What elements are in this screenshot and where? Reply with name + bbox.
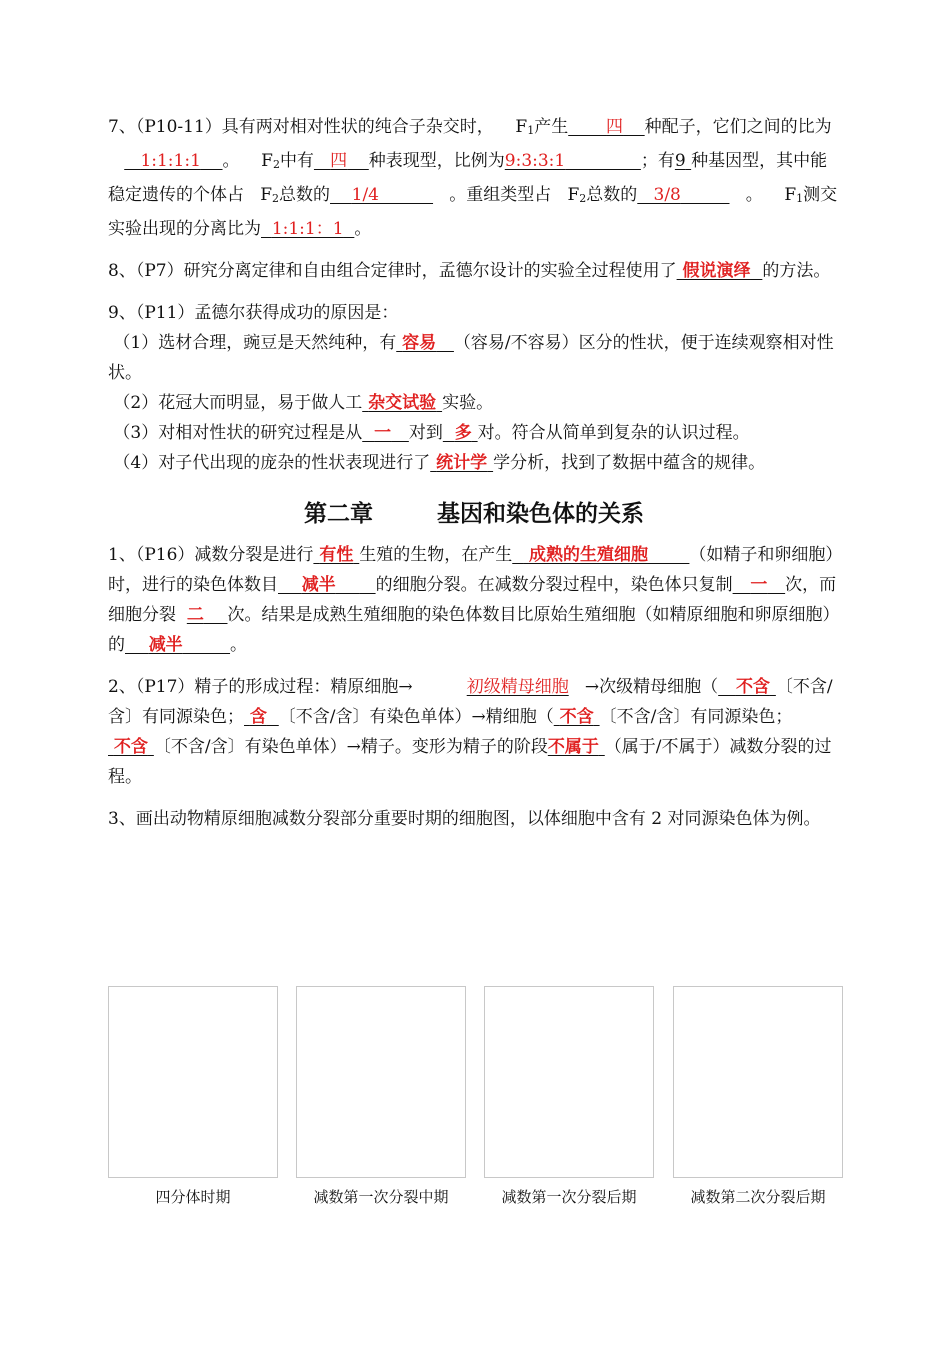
- answer-blank: 多: [454, 423, 472, 443]
- answer-blank: 减半: [301, 575, 336, 595]
- drawing-box[interactable]: [673, 986, 843, 1178]
- drawing-cell-meiosis2-anaphase: [673, 986, 843, 1208]
- chapter2-question-2: 2、（P17）精子的形成过程：精原细胞→ 初级精母细胞 →次级精母细胞（ 不含 〔不含/含〕有同源染色； 含 〔不含/含〕有染色单体）→精细胞（ 不含 〔不含/含〕有同源染色； 不含 〔不含/含〕有染色单体）→精子。变形为精子的阶段不属于 （属于/不属于）减数分裂的过程。: [108, 677, 833, 787]
- question-9-item-4: （4）对子代出现的庞杂的性状表现进行了 统计学 学分析，找到了数据中蕴含的规律。: [113, 453, 766, 473]
- answer-blank: 四: [606, 117, 624, 137]
- caption: 减数第二次分裂后期: [690, 1188, 826, 1206]
- drawing-area: [108, 986, 846, 1216]
- question-number: 7、: [108, 117, 136, 137]
- chapter2-question-1: 1、（P16）减数分裂是进行 有性 生殖的生物，在产生 成熟的生殖细胞 （如精子和卵细胞）时，进行的染色体数目 减半 的细胞分裂。在减数分裂过程中，染色体只复制 一 次，而细胞分裂 二 次。结果是成熟生殖细胞的染色体数目比原始生殖细胞（如精原细胞和卵原细胞）的 减半 。: [108, 545, 840, 655]
- caption: 四分体时期: [155, 1188, 231, 1206]
- drawing-cell-meiosis1-metaphase: [296, 986, 466, 1208]
- drawing-box[interactable]: [484, 986, 654, 1178]
- question-9-item-2: （2）花冠大而明显，易于做人工 杂交试验 实验。: [113, 393, 494, 413]
- drawing-box[interactable]: [296, 986, 466, 1178]
- answer-blank: 杂交试验: [368, 393, 437, 413]
- caption: 减数第一次分裂中期: [313, 1188, 449, 1206]
- answer-blank: 不含: [559, 707, 594, 727]
- page-ref: （P10-11）: [135, 117, 222, 137]
- answer-blank: 四: [330, 151, 348, 171]
- answer-blank: 含: [249, 707, 267, 727]
- answer-blank: 有性: [319, 545, 354, 565]
- answer-blank: 3/8: [653, 185, 681, 205]
- answer-blank: 不含: [113, 737, 148, 757]
- answer-blank: 成熟的生殖细胞: [528, 545, 648, 565]
- question-9-item-3: （3）对相对性状的研究过程是从 一 对到 多 对。符合从简单到复杂的认识过程。: [113, 423, 750, 443]
- answer-blank: 1:1:1：1: [271, 219, 344, 239]
- answer-blank: 假说演绎: [682, 261, 751, 281]
- chapter-heading: 第二章 基因和染色体的关系: [303, 501, 645, 527]
- answer-blank: 容易: [402, 333, 437, 353]
- answer-blank: 一: [374, 423, 392, 443]
- drawing-cell-meiosis1-anaphase: [484, 986, 654, 1208]
- answer-blank: 9:3:3:1: [504, 151, 566, 171]
- answer-blank: 不属于: [547, 737, 599, 757]
- answer-blank: 减半: [148, 635, 183, 655]
- answer-blank: 1/4: [351, 185, 379, 205]
- answer-blank: 一: [750, 575, 768, 595]
- question-9: 9、（P11）孟德尔获得成功的原因是：: [108, 303, 399, 323]
- answer-blank: 1:1:1:1: [140, 151, 201, 171]
- answer-blank: 不含: [735, 677, 770, 697]
- answer-blank: 初级精母细胞: [466, 677, 569, 697]
- question-7: 7、（P10-11）具有两对相对性状的纯合子杂交时， F1产生 四 种配子，它们之间的比为 1:1:1:1 。 F2中有 四 种表现型，比例为9:3:3:1 ；有9 种基因型，其中能稳定遗传的个体占 F2总数的 1/4 。重组类型占 F2总数的 3/8 。 F1测交实验出现的分离比为 1:1:1：1 。: [108, 117, 838, 239]
- question-8: 8、（P7）研究分离定律和自由组合定律时，孟德尔设计的实验全过程使用了 假说演绎 的方法。: [108, 261, 831, 281]
- answer-blank: 9: [674, 151, 686, 171]
- question-9-item-1: （1）选材合理，豌豆是天然纯种，有 容易 （容易/不容易）区分的性状，便于连续观察相对性状。: [108, 333, 834, 383]
- answer-blank: 二: [186, 605, 204, 625]
- worksheet-page: [108, 112, 840, 834]
- drawing-cell-tetrad: [108, 986, 278, 1208]
- chapter2-question-3: 3、画出动物精原细胞减数分裂部分重要时期的细胞图，以体细胞中含有 2 对同源染色体为例。: [108, 809, 821, 829]
- answer-blank: 统计学: [436, 453, 488, 473]
- drawing-box[interactable]: [108, 986, 278, 1178]
- caption: 减数第一次分裂后期: [501, 1188, 637, 1206]
